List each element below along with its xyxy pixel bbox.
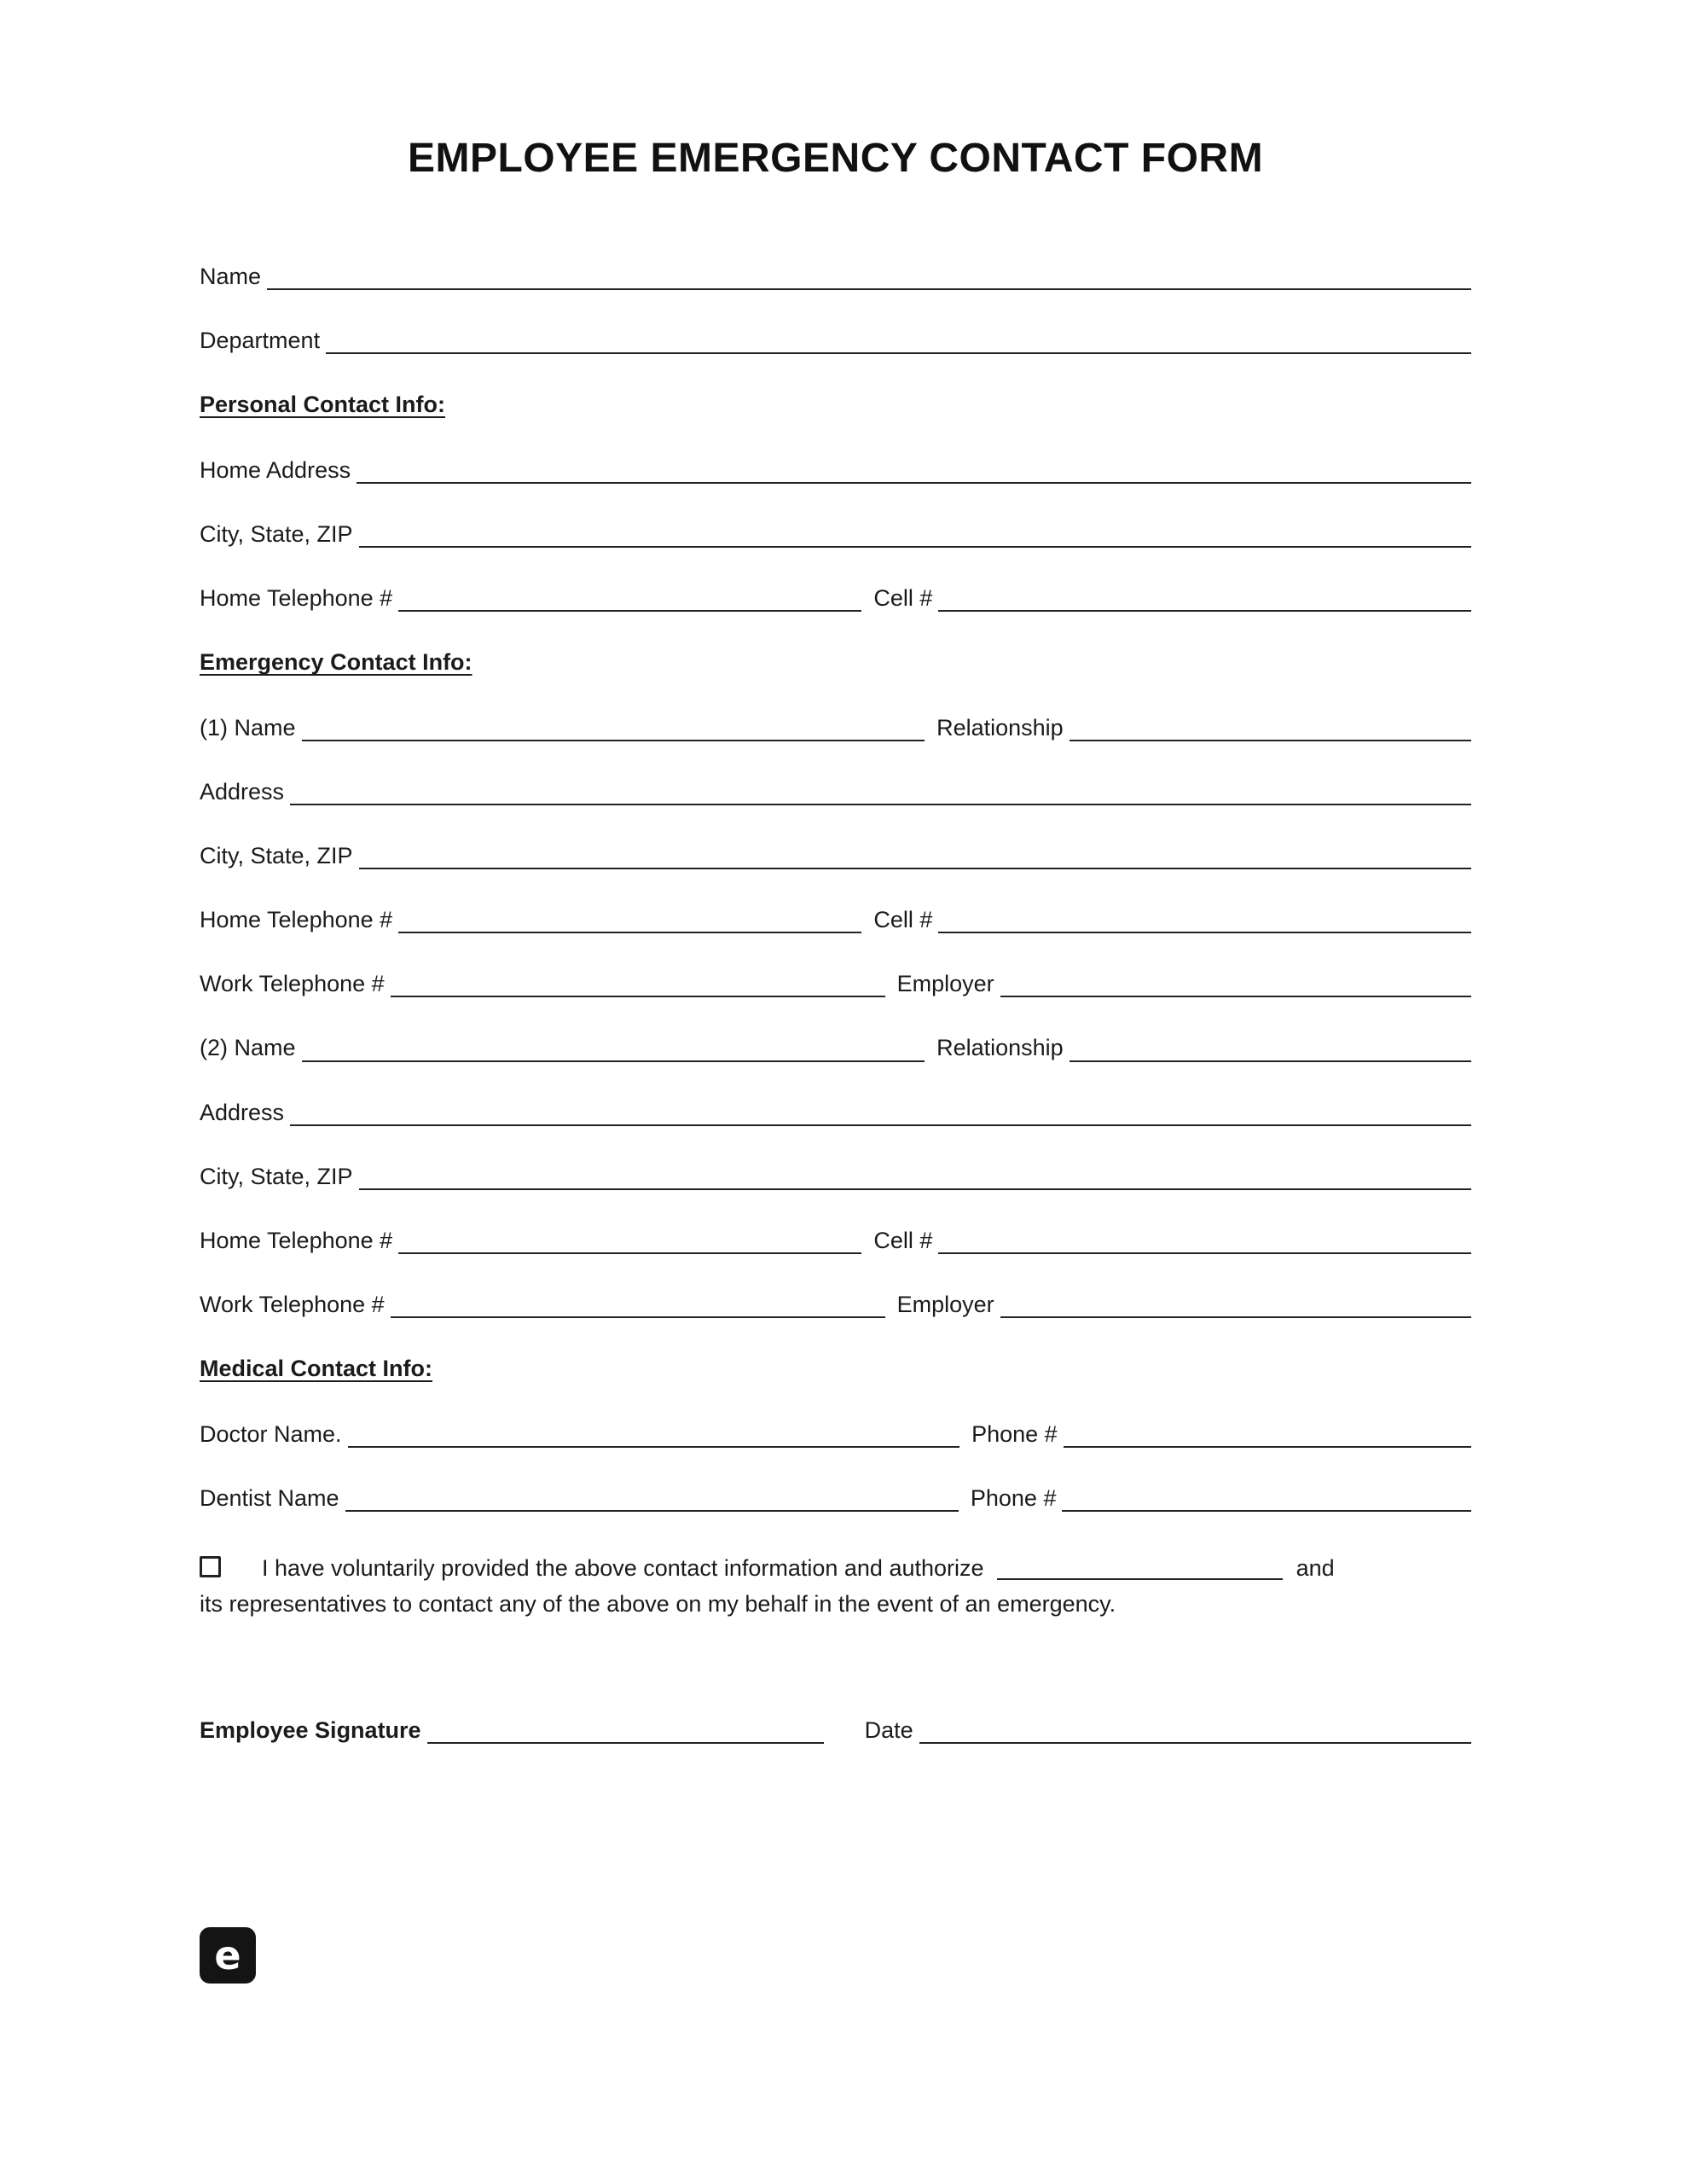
contact2-relationship-label: Relationship — [936, 1035, 1064, 1061]
contact2-city-state-zip-blank[interactable] — [359, 1180, 1471, 1190]
cell-label: Cell # — [873, 585, 933, 612]
contact2-address-blank[interactable] — [290, 1116, 1471, 1126]
contact1-address-blank[interactable] — [290, 795, 1471, 805]
contact2-phones-row — [200, 1228, 1471, 1254]
dentist-name-blank[interactable] — [345, 1502, 959, 1512]
contact1-work-row — [200, 971, 1471, 997]
authorization-checkbox[interactable] — [200, 1556, 221, 1577]
contact2-work-telephone-label: Work Telephone # — [200, 1291, 385, 1317]
contact2-name-row — [200, 1035, 1471, 1061]
emergency-section-heading: Emergency Contact Info: — [200, 649, 472, 676]
contact1-name-label: (1) Name — [200, 715, 296, 741]
signature-row — [200, 1717, 1471, 1744]
contact2-home-telephone-label: Home Telephone # — [200, 1227, 393, 1253]
city-state-zip-blank[interactable] — [359, 537, 1471, 548]
contact1-relationship-blank[interactable] — [1070, 731, 1471, 741]
department-row — [200, 328, 1471, 354]
personal-home-address-row — [200, 457, 1471, 484]
home-telephone-label: Home Telephone # — [200, 585, 393, 612]
contact1-city-state-zip-label: City, State, ZIP — [200, 843, 353, 869]
doctor-phone-label: Phone # — [971, 1420, 1058, 1447]
home-address-label: Home Address — [200, 457, 351, 484]
doctor-name-blank[interactable] — [348, 1438, 960, 1448]
contact1-address-row — [200, 779, 1471, 805]
contact2-home-telephone-blank[interactable] — [398, 1244, 861, 1254]
contact2-cell-blank[interactable] — [938, 1244, 1471, 1254]
authorization-text-start: I have voluntarily provided the above contact information and authorize — [262, 1554, 984, 1581]
doctor-row — [200, 1421, 1471, 1448]
cell-blank[interactable] — [938, 601, 1471, 612]
dentist-row — [200, 1485, 1471, 1512]
contact2-name-label: (2) Name — [200, 1035, 296, 1061]
department-blank[interactable] — [326, 344, 1471, 354]
medical-section-heading: Medical Contact Info: — [200, 1355, 433, 1381]
contact2-employer-label: Employer — [896, 1291, 994, 1317]
contact2-work-telephone-blank[interactable] — [391, 1308, 885, 1318]
department-label: Department — [200, 328, 321, 354]
dentist-phone-label: Phone # — [970, 1484, 1057, 1511]
personal-phones-row — [200, 585, 1471, 612]
contact1-work-telephone-blank[interactable] — [391, 987, 885, 997]
employee-signature-blank[interactable] — [427, 1734, 824, 1744]
authorization-text-line2: its representatives to contact any of the above on my behalf in the event of an emergency. — [200, 1590, 1116, 1617]
contact1-cell-label: Cell # — [873, 907, 933, 933]
contact2-cell-label: Cell # — [873, 1227, 933, 1253]
contact2-work-row — [200, 1292, 1471, 1318]
contact2-city-state-zip-row — [200, 1164, 1471, 1190]
contact1-cell-blank[interactable] — [938, 923, 1471, 933]
name-row — [200, 264, 1471, 290]
contact2-relationship-blank[interactable] — [1070, 1052, 1471, 1062]
contact1-home-telephone-label: Home Telephone # — [200, 907, 393, 933]
contact2-address-row — [200, 1100, 1471, 1126]
authorization-text-after-blank: and — [1296, 1554, 1335, 1581]
home-telephone-blank[interactable] — [398, 601, 861, 612]
contact2-city-state-zip-label: City, State, ZIP — [200, 1163, 353, 1189]
contact1-name-blank[interactable] — [302, 731, 925, 741]
personal-city-state-zip-row — [200, 521, 1471, 548]
eforms-logo — [200, 1927, 256, 1984]
name-label: Name — [200, 264, 262, 289]
contact1-address-label: Address — [200, 779, 285, 805]
contact1-work-telephone-label: Work Telephone # — [200, 971, 385, 997]
eforms-logo-fold-icon — [235, 1939, 244, 1949]
form-title: EMPLOYEE EMERGENCY CONTACT FORM — [407, 136, 1264, 181]
contact2-name-blank[interactable] — [302, 1052, 925, 1062]
employee-signature-label: Employee Signature — [200, 1716, 421, 1743]
contact1-city-state-zip-blank[interactable] — [359, 859, 1471, 869]
home-address-blank[interactable] — [357, 473, 1471, 484]
contact2-address-label: Address — [200, 1099, 285, 1125]
authorization-paragraph — [200, 1550, 1471, 1622]
contact1-phones-row — [200, 907, 1471, 933]
contact1-employer-blank[interactable] — [1000, 987, 1471, 997]
dentist-phone-blank[interactable] — [1062, 1502, 1471, 1512]
contact1-employer-label: Employer — [896, 971, 994, 997]
contact2-employer-blank[interactable] — [1000, 1308, 1471, 1318]
contact1-home-telephone-blank[interactable] — [398, 923, 861, 933]
contact1-name-row — [200, 715, 1471, 741]
contact1-relationship-label: Relationship — [936, 715, 1064, 741]
contact1-city-state-zip-row — [200, 843, 1471, 869]
doctor-name-label: Doctor Name. — [200, 1420, 342, 1447]
doctor-phone-blank[interactable] — [1064, 1438, 1471, 1448]
personal-section-heading: Personal Contact Info: — [200, 392, 446, 418]
dentist-name-label: Dentist Name — [200, 1484, 339, 1511]
date-label: Date — [864, 1716, 913, 1743]
eforms-logo-letter: e — [214, 1931, 241, 1978]
date-blank[interactable] — [919, 1734, 1471, 1744]
authorization-company-blank[interactable] — [997, 1558, 1283, 1580]
name-blank[interactable] — [267, 280, 1471, 290]
city-state-zip-label: City, State, ZIP — [200, 521, 353, 548]
